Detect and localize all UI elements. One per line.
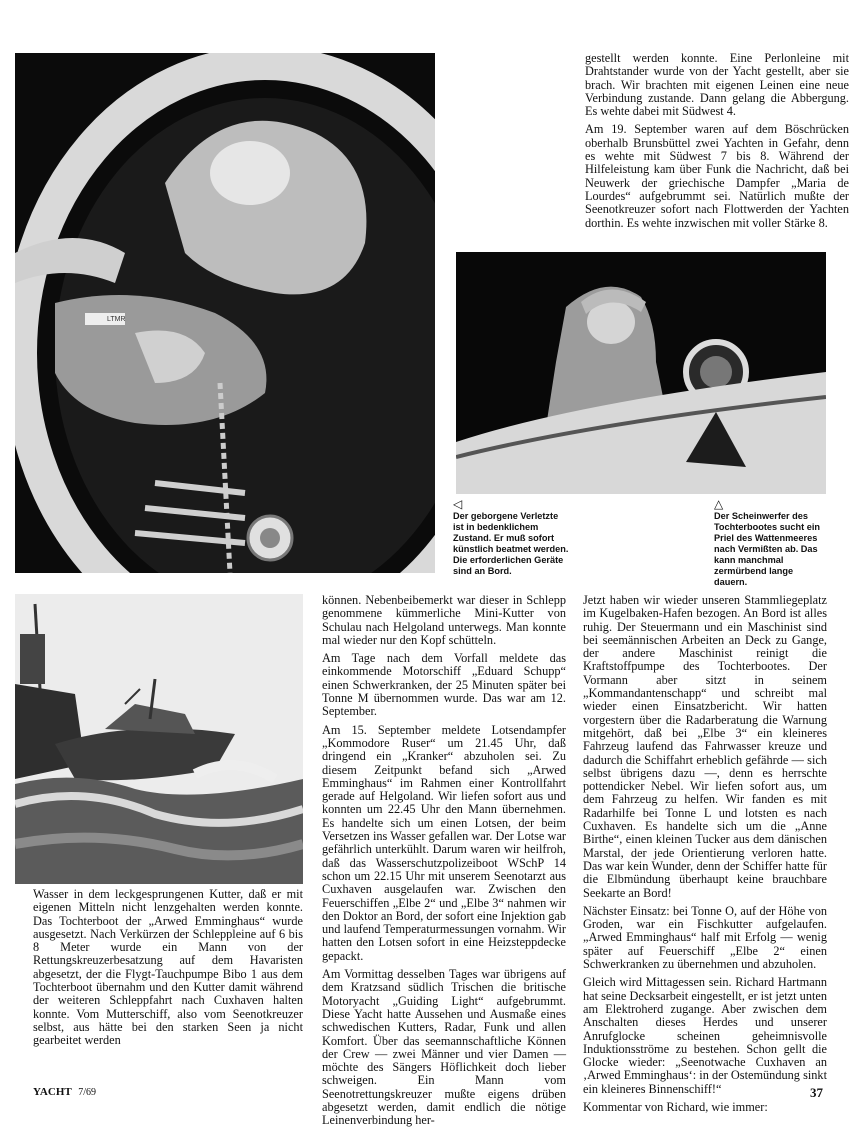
magazine-name: YACHT: [33, 1086, 72, 1098]
column-bottom-middle: [322, 594, 566, 1133]
paragraph: Am Tage nach dem Vorfall meldete das einkommende Motorschiff „Eduard Schupp“ einen Schwerkranken, der 25 Minuten später bei Tonne M übernommen wurde. Das war am 12. September.: [322, 651, 566, 719]
photo-rescue-cruiser: [15, 594, 303, 884]
caption-text: Der Scheinwerfer des Tochterbootes sucht ein Priel des Wattenmeeres nach Vermißten ab. Das kann manchmal zermürbend lange dauern.: [714, 511, 821, 587]
paragraph: Kommentar von Richard, wie immer:: [583, 1099, 768, 1114]
paragraph: Am 15. September meldete Lotsendampfer „Kommodore Ruser“ um 21.45 Uhr, daß dringend ein „Kranker“ abzuholen sei. Zu diesem Zeitpunkt befand sich „Arwed Emminghaus“ im Rahmen einer Kontrollfahrt gerade auf Helgoland. Wir liefen sofort aus und konnten um 22.45 Uhr den Mann übernehmen. Es handelte sich um einen Lotsen, der beim Versetzen ins Wasser gefallen war. Der Lotse war gefährlich unterkühlt. Darum waren wir heilfroh, daß das Wasserschutzpolizeiboot WSchP 14 schon um 22.15 Uhr mit unserem Seenotarzt aus Cuxhaven ausgelaufen war. Zwischen den Feuerschiffen „Elbe 2“ und „Elbe 3“ nahmen wir den Doktor an Bord, der sofort eine Injektion gab und laufend Temperaturmessungen vornahm. Wir hatten den Lotsen sofort in eine Heizsteppdecke gepackt.: [322, 722, 566, 963]
issue-number: 7/69: [78, 1087, 97, 1098]
footer-magazine: [33, 1086, 96, 1098]
caption-left: [453, 498, 571, 577]
patient-label: LTMR: [107, 316, 126, 323]
caption-arrow-left: ◁: [453, 497, 463, 511]
paragraph: gestellt werden konnte. Eine Perlonleine mit Drahtstander wurde von der Yacht gestellt, aber sie brach. Wir brachten mit eigenen Leinen eine neue Verbindung zustande. Dann gelang die Abbergung. Es wehte dabei mit Südwest 4.: [585, 51, 849, 119]
paragraph: Wasser in dem leckgesprungenen Kutter, daß er mit eigenen Mitteln nicht lenzgehalten werden konnte. Das Tochterboot der „Arwed Emminghaus“ wurde ausgesetzt. Nach Verkürzen der Schleppleine auf 6 bis 8 Meter wurde ein Mann von der Rettungskreuzerbesatzung auf dem Havaristen abgesetzt, der die Flygt-Tauchpumpe Bibo 1 aus dem Tochterboot übernahm und den Kutter damit während der weiteren Schleppfahrt nach Cuxhaven halten konnte. Vom Mutterschiff, also vom Seenotkreuzer selbst, aus hätte bei den starken Seen ja nicht gearbeitet werden: [33, 887, 303, 1048]
page-number: 37: [810, 1085, 823, 1100]
paragraph: Am 19. September waren auf dem Böschrücken oberhalb Brunsbüttel zwei Yachten in Gefahr, denn es wehte mit Südwest 7 bis 8. Während der Hilfeleistung kam über Funk die Nachricht, daß bei Neuwerk der griechische Dampfer „Maria de Lourdes“ aufgebrummt sei. Natürlich mußte der Seenotkreuzer sofort nach Flottwerden der Yachten dorthin. Es wehte inzwischen mit voller Stärke 8.: [585, 122, 849, 230]
photo-rescue-patient: [15, 53, 435, 573]
column-bottom-left: [33, 888, 303, 1053]
paragraph: Gleich wird Mittagessen sein. Richard Hartmann hat seine Decksarbeit eingestellt, er ist jetzt unten am Elektroherd zugange. Aber zwischen dem Anschalten dieses Herdes und unserer Anrufglocke scheinen geheimnisvolle Induktionsströme zu bestehen. Schon gellt die Glocke wieder: „Seenotwache Cuxhaven an ‚Arwed Emminghaus‘: in der Ostemündung sinkt ein kleineres Binnenschiff!“: [583, 975, 827, 1096]
paragraph: Nächster Einsatz: bei Tonne O, auf der Höhe von Groden, war ein Fischkutter aufgelaufen. „Arwed Emminghaus“ half mit Erfolg — wenig später auf Feuerschiff „Elbe 2“ einen Schwerkranken zu übernehmen und abzuholen.: [583, 903, 827, 972]
column-top-right: [585, 52, 849, 235]
paragraph: Jetzt haben wir wieder unseren Stammliegeplatz im Kugelbaken-Hafen bezogen. An Bord ist alles ruhig. Der Steuermann und ein Maschinist sind bei seemännischen Arbeiten an Deck zu Gange, der andere Maschinist reinigt die Kraftstoffpumpe des Tochterbootes. Der Vormann aber sitzt in seinem „Kommandantenschapp“ und schreibt mal wieder einen Einsatzbericht. Wir hatten vorgestern über die Radarberatung die Warnung mitgehört, daß bei „Elbe 3“ ein kleineres Fahrzeug laufend das Fahrwasser kreuze und dadurch die Schiffahrt erheblich gefährde — sich selbst übrigens dazu —, denn es herrschte pottendicker Nebel. Wir liefen sofort aus, um dem Fahrzeug zu helfen. Wir fanden es mit Radarhilfe bei Tonne L und lotsten es nach Cuxhaven. Es handelte sich um die „Anne Birthe“, einen kleinen Tucker aus dem dänischen Marstal, der jede Orientierung verloren hatte. Das war kein Wunder, denn der Schiffer hatte für die Elbmündung überhaupt keine brauchbare Seekarte an Bord!: [583, 593, 827, 900]
caption-right: [714, 498, 826, 588]
paragraph: können. Nebenbeibemerkt war dieser in Schlepp genommene kümmerliche Mini-Kutter von Schulau nach Helgoland unterwegs. Man konnte mal wieder nur den Kopf schütteln.: [322, 593, 566, 647]
paragraph: Am Vormittag desselben Tages war übrigens auf dem Kratzsand südlich Trischen die britische Motoryacht „Guiding Light“ aufgebrummt. Diese Yacht hatte Aussehen und Ausmaße eines schwedischen Kutters, Radar, Funk und allen Komfort. Über das seemannschaftliche Können der Crew — zwei Männer und vier Damen — möchte des Sängers Höflichkeit doch lieber schweigen. Ein Mann vom Seenotrettungskreuzer mußte eigens drüben abgesetzt werden, damit endlich die nötige Leinenverbindung her-: [322, 967, 566, 1128]
column-bottom-right: [583, 594, 827, 1119]
caption-text: Der geborgene Verletzte ist in bedenklichem Zustand. Er muß sofort künstlich beatmet werden. Die erforderlichen Geräte sind an Bord.: [453, 511, 569, 576]
caption-arrow-right: △: [714, 497, 724, 511]
photo-searchlight: [456, 252, 826, 494]
